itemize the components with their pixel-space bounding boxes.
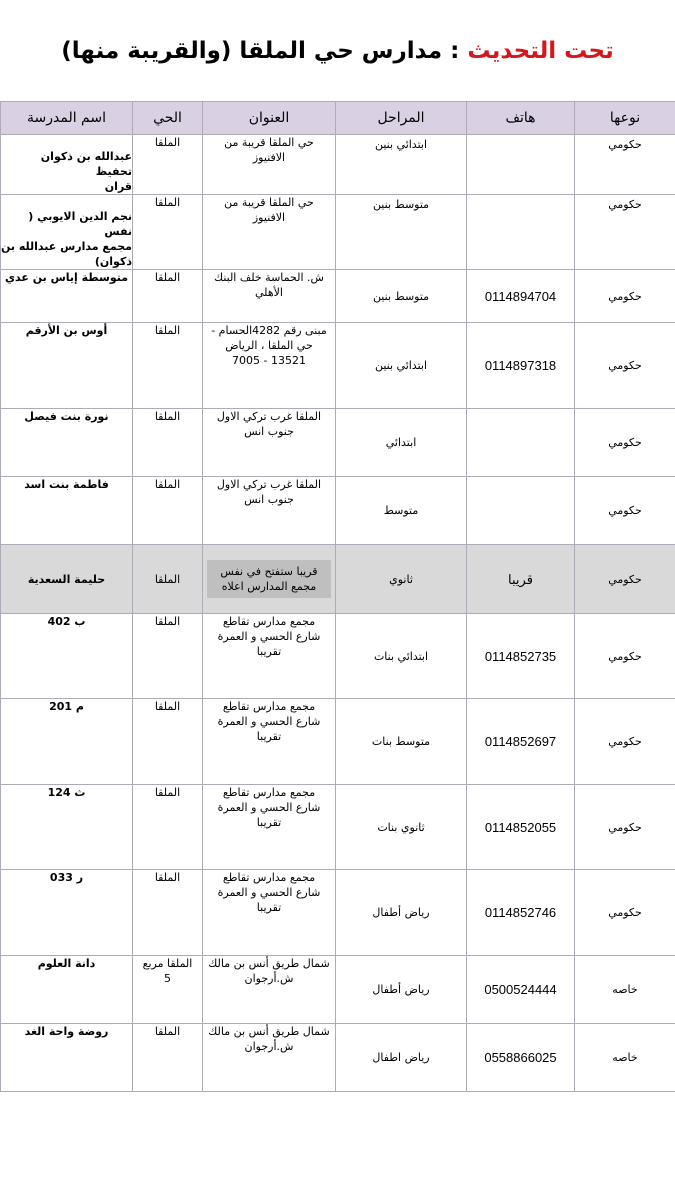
- school-name-cell: [1, 545, 133, 614]
- school-phone-cell: [467, 785, 575, 870]
- school-phone: 0558866025: [484, 1050, 557, 1065]
- school-type: خاصه: [612, 983, 638, 996]
- school-name: حليمة السعدية: [27, 572, 106, 586]
- page-title: [0, 38, 675, 64]
- table-row: [1, 195, 675, 270]
- school-address: ش. الحماسة خلف البنك الأهلي: [214, 271, 324, 299]
- school-address: حي الملقا قريبة من الافنيوز: [224, 136, 314, 164]
- school-type-cell: [575, 409, 675, 477]
- school-stage-cell: [336, 323, 467, 409]
- school-name-cell: [1, 870, 133, 956]
- school-stage-cell: [336, 270, 467, 323]
- school-stage: ابتدائي بنات: [373, 649, 429, 663]
- school-phone: 0114852055: [484, 819, 557, 835]
- school-name: ر 033: [49, 871, 84, 884]
- table-row: [1, 323, 675, 409]
- school-type: حكومي: [608, 649, 642, 663]
- school-type: حكومي: [608, 572, 642, 586]
- school-address: الملقا غرب تركي الاول جنوب انس: [216, 478, 322, 506]
- school-name: فاطمة بنت اسد: [24, 478, 109, 491]
- school-address: مبنى رقم 4282الحسام - حي الملقا ، الرياض 13521 - 7005: [211, 324, 327, 367]
- header-name: اسم المدرسة: [1, 102, 133, 135]
- school-stage: متوسط: [383, 504, 419, 517]
- school-phone-cell: [467, 956, 575, 1024]
- table-row: [1, 270, 675, 323]
- school-type-cell: [575, 699, 675, 785]
- school-phone-cell: [467, 409, 575, 477]
- school-district-cell: [133, 195, 203, 270]
- school-district-cell: [133, 785, 203, 870]
- school-stage: ابتدائي بنين: [374, 359, 428, 372]
- school-address-cell: [203, 477, 336, 545]
- school-type: حكومي: [608, 138, 642, 151]
- school-address-cell: [203, 785, 336, 870]
- school-name: متوسطة إياس بن عدي: [4, 271, 129, 284]
- school-stage: ابتدائي بنين: [374, 138, 428, 151]
- school-district-cell: [133, 699, 203, 785]
- school-name: ث 124: [47, 786, 86, 799]
- school-address-cell: [203, 699, 336, 785]
- school-district: الملقا: [154, 410, 181, 423]
- school-district: الملقا: [154, 478, 181, 491]
- school-stage-cell: [336, 956, 467, 1024]
- schools-table: [0, 101, 675, 1092]
- school-name: أوس بن الأرقم: [25, 324, 108, 337]
- school-name-cell: [1, 270, 133, 323]
- school-type: حكومي: [608, 504, 642, 517]
- school-address: حي الملقا قريبة من الافنيوز: [224, 196, 314, 224]
- title-separator: :: [442, 38, 468, 64]
- table-row: [1, 785, 675, 870]
- school-name-cell: [1, 135, 133, 195]
- school-type: حكومي: [608, 436, 642, 449]
- school-type-cell: [575, 270, 675, 323]
- school-stage-cell: [336, 195, 467, 270]
- school-stage: متوسط بنين: [372, 198, 430, 211]
- school-address: مجمع مدارس تقاطع شارع الحسي و العمرة تقريبا: [217, 700, 321, 743]
- school-address-cell: [203, 270, 336, 323]
- school-name-cell: [1, 1024, 133, 1092]
- school-type-cell: [575, 870, 675, 956]
- school-name-cell: [1, 195, 133, 270]
- school-phone-cell: [467, 614, 575, 699]
- school-name-cell: [1, 614, 133, 699]
- school-phone: 0114852746: [484, 905, 557, 920]
- school-district: الملقا: [154, 572, 181, 586]
- school-phone-cell: [467, 135, 575, 195]
- school-type: حكومي: [608, 735, 642, 748]
- school-type: حكومي: [608, 359, 642, 372]
- school-stage: متوسط بنين: [372, 289, 430, 303]
- school-type-cell: [575, 1024, 675, 1092]
- school-address: الملقا غرب تركي الاول جنوب انس: [216, 410, 322, 438]
- school-stage-cell: [336, 699, 467, 785]
- school-type: حكومي: [608, 198, 642, 211]
- school-stage: ابتدائي: [385, 436, 417, 449]
- school-stage-cell: [336, 409, 467, 477]
- table-row: [1, 699, 675, 785]
- school-name: دانة العلوم: [37, 957, 96, 970]
- school-phone: قريبا: [508, 571, 533, 587]
- school-phone: 0114852735: [484, 648, 557, 664]
- school-district: الملقا: [154, 871, 181, 884]
- school-district-cell: [133, 323, 203, 409]
- school-type-cell: [575, 135, 675, 195]
- school-address: مجمع مدارس تقاطع شارع الحسي و العمرة تقريبا: [217, 871, 321, 914]
- header-phone: هاتف: [467, 102, 575, 135]
- school-address-cell: [203, 956, 336, 1024]
- school-type-cell: [575, 614, 675, 699]
- school-type-cell: [575, 323, 675, 409]
- school-district: الملقا مربع 5: [142, 957, 193, 985]
- school-stage: ثانوي: [389, 572, 413, 586]
- school-address: شمال طريق أنس بن مالك ش.أرجوان: [208, 957, 330, 985]
- school-phone-cell: [467, 1024, 575, 1092]
- school-type-cell: [575, 477, 675, 545]
- school-name-cell: [1, 323, 133, 409]
- school-phone-cell: [467, 870, 575, 956]
- school-stage-cell: [336, 1024, 467, 1092]
- school-type: حكومي: [608, 906, 642, 919]
- school-district: الملقا: [154, 1025, 181, 1038]
- table-row: [1, 135, 675, 195]
- school-stage-cell: [336, 614, 467, 699]
- school-type-cell: [575, 195, 675, 270]
- table-row: [1, 870, 675, 956]
- school-stage: رياض أطفال: [372, 983, 430, 996]
- school-district: الملقا: [154, 786, 181, 799]
- table-row: [1, 1024, 675, 1092]
- table-row: [1, 477, 675, 545]
- school-district: الملقا: [154, 615, 181, 628]
- school-address-cell: [203, 323, 336, 409]
- school-district-cell: [133, 614, 203, 699]
- school-address-cell: [203, 614, 336, 699]
- school-name: عبدالله بن ذكوان تحفيظ قران: [40, 150, 132, 193]
- school-phone: 0114894704: [484, 288, 557, 304]
- school-phone-cell: [467, 477, 575, 545]
- school-district-cell: [133, 270, 203, 323]
- school-phone-cell: [467, 323, 575, 409]
- school-district-cell: [133, 1024, 203, 1092]
- school-name-cell: [1, 409, 133, 477]
- school-address: مجمع مدارس تقاطع شارع الحسي و العمرة تقريبا: [217, 786, 321, 829]
- school-stage: متوسط بنات: [371, 735, 431, 748]
- header-address: العنوان: [203, 102, 336, 135]
- school-phone: 0114852697: [484, 734, 557, 749]
- school-district: الملقا: [154, 324, 181, 337]
- school-address: مجمع مدارس تقاطع شارع الحسي و العمرة تقريبا: [217, 615, 321, 658]
- school-district: الملقا: [154, 136, 181, 149]
- school-stage-cell: [336, 545, 467, 614]
- school-stage-cell: [336, 870, 467, 956]
- school-district-cell: [133, 135, 203, 195]
- table-row: [1, 545, 675, 614]
- school-name: م 201: [49, 700, 84, 713]
- school-stage: رياض أطفال: [372, 906, 430, 919]
- school-address: شمال طريق أنس بن مالك ش.أرجوان: [208, 1025, 330, 1053]
- school-name: نجم الدين الايوبي ( نفس مجمع مدارس عبدالله بن ذكوان): [0, 210, 132, 268]
- school-address-cell: [203, 870, 336, 956]
- school-type-cell: [575, 785, 675, 870]
- school-stage-cell: [336, 785, 467, 870]
- school-stage-cell: [336, 477, 467, 545]
- school-district: الملقا: [154, 700, 181, 713]
- school-stage-cell: [336, 135, 467, 195]
- school-address-cell: [203, 1024, 336, 1092]
- school-type: حكومي: [608, 289, 642, 303]
- title-main: مدارس حي الملقا (والقريبة منها): [61, 38, 443, 64]
- school-address-cell: [203, 409, 336, 477]
- school-address-cell: [203, 195, 336, 270]
- school-district-cell: [133, 477, 203, 545]
- header-stage: المراحل: [336, 102, 467, 135]
- school-district-cell: [133, 870, 203, 956]
- table-row: [1, 409, 675, 477]
- school-district: الملقا: [154, 271, 181, 284]
- school-address-cell: [203, 545, 336, 614]
- school-stage: رياض اطفال: [372, 1051, 430, 1064]
- school-type-cell: [575, 545, 675, 614]
- school-phone: 0114897318: [484, 358, 557, 373]
- school-district-cell: [133, 956, 203, 1024]
- header-type: نوعها: [575, 102, 675, 135]
- table-header-row: [1, 102, 675, 135]
- school-phone-cell: [467, 545, 575, 614]
- school-phone-cell: [467, 699, 575, 785]
- school-address: قريبا ستفتح في نفس مجمع المدارس اعلاه: [220, 565, 318, 593]
- school-name: روضة واحة الغد: [24, 1025, 109, 1038]
- school-type: حكومي: [608, 820, 642, 834]
- school-name-cell: [1, 477, 133, 545]
- school-name: نورة بنت فيصل: [24, 410, 109, 423]
- school-address-cell: [203, 135, 336, 195]
- school-type: خاصه: [612, 1051, 638, 1064]
- school-phone-cell: [467, 195, 575, 270]
- school-name-cell: [1, 956, 133, 1024]
- table-row: [1, 956, 675, 1024]
- title-highlight: تحت التحديث: [467, 38, 614, 64]
- school-stage: ثانوي بنات: [377, 820, 425, 834]
- school-name-cell: [1, 699, 133, 785]
- school-district: الملقا: [154, 196, 181, 209]
- school-phone-cell: [467, 270, 575, 323]
- school-name-cell: [1, 785, 133, 870]
- school-type-cell: [575, 956, 675, 1024]
- school-district-cell: [133, 409, 203, 477]
- school-district-cell: [133, 545, 203, 614]
- header-district: الحي: [133, 102, 203, 135]
- school-phone: 0500524444: [484, 982, 557, 997]
- school-name: ب 402: [47, 615, 86, 628]
- table-row: [1, 614, 675, 699]
